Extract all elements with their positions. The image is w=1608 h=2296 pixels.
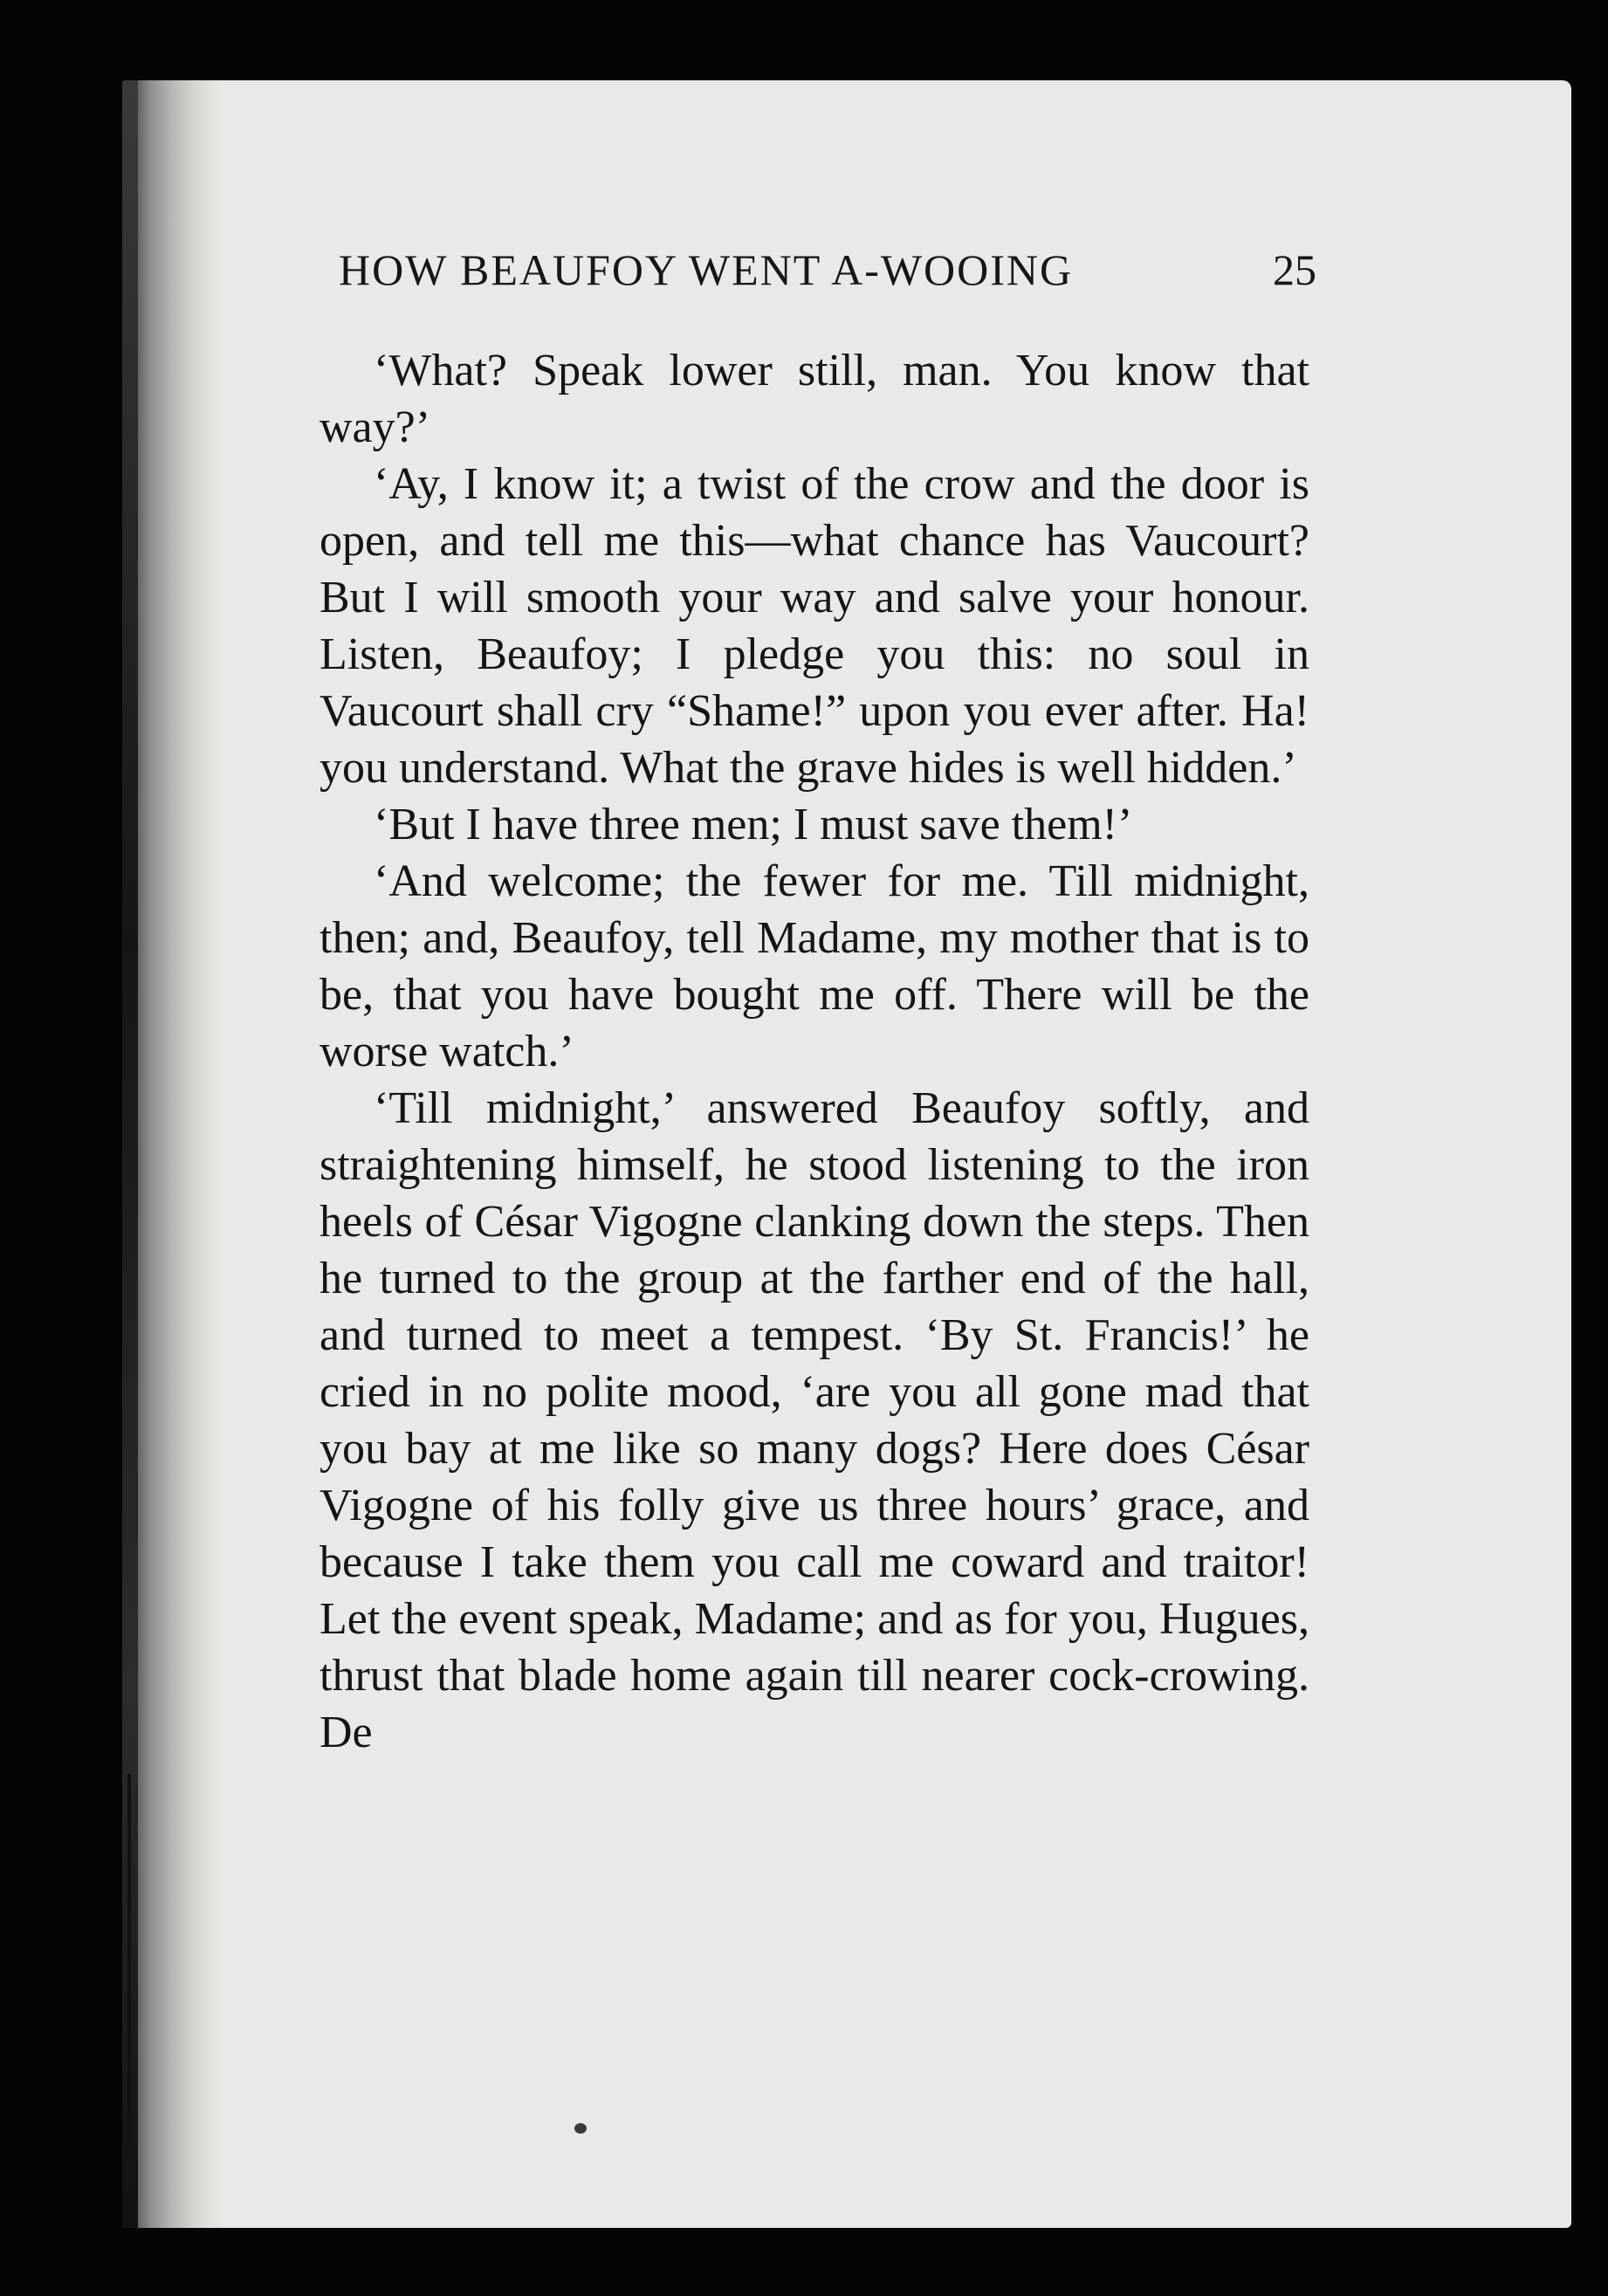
running-head bbox=[339, 244, 1316, 295]
paragraph: ‘Ay, I know it; a twist of the crow and the door is open, and tell me this—what chance has Vaucourt? But I will smooth your way and salve your honour. Listen, Beaufoy; I pledge you this: no soul in Vaucourt shall cry “Shame!” upon you ever after. Ha! you understand. What the grave hides is well hidden.’ bbox=[320, 459, 1309, 793]
page-number: 25 bbox=[1273, 245, 1316, 294]
page-mark-dot bbox=[574, 2123, 587, 2134]
running-head-title: HOW BEAUFOY WENT A-WOOING bbox=[339, 245, 1074, 294]
page-gutter bbox=[122, 80, 227, 2228]
paragraph: ‘But I have three men; I must save them!’ bbox=[374, 800, 1133, 849]
paragraph: ‘And welcome; the fewer for me. Till midnight, then; and, Beaufoy, tell Madame, my mother that is to be, that you have bought me off. There will be the worse watch.’ bbox=[320, 856, 1309, 1076]
gutter-line bbox=[127, 1774, 131, 2149]
paragraph: ‘What? Speak lower still, man. You know that way?’ bbox=[320, 346, 1309, 452]
paragraph: ‘Till midnight,’ answered Beaufoy softly, and straightening himself, he stood listening to the iron heels of César Vigogne clanking down the steps. Then he turned to the group at the farther end of the hall, and turned to meet a tempest. ‘By St. Francis!’ he cried in no polite mood, ‘are you all gone mad that you bay at me like so many dogs? Here does César Vigogne of his folly give us three hours’ grace, and because I take them you call me coward and traitor! Let the event speak, Madame; and as for you, Hugues, thrust that blade home again till nearer cock-crowing. De bbox=[320, 1083, 1309, 1757]
body-text bbox=[320, 342, 1309, 1761]
